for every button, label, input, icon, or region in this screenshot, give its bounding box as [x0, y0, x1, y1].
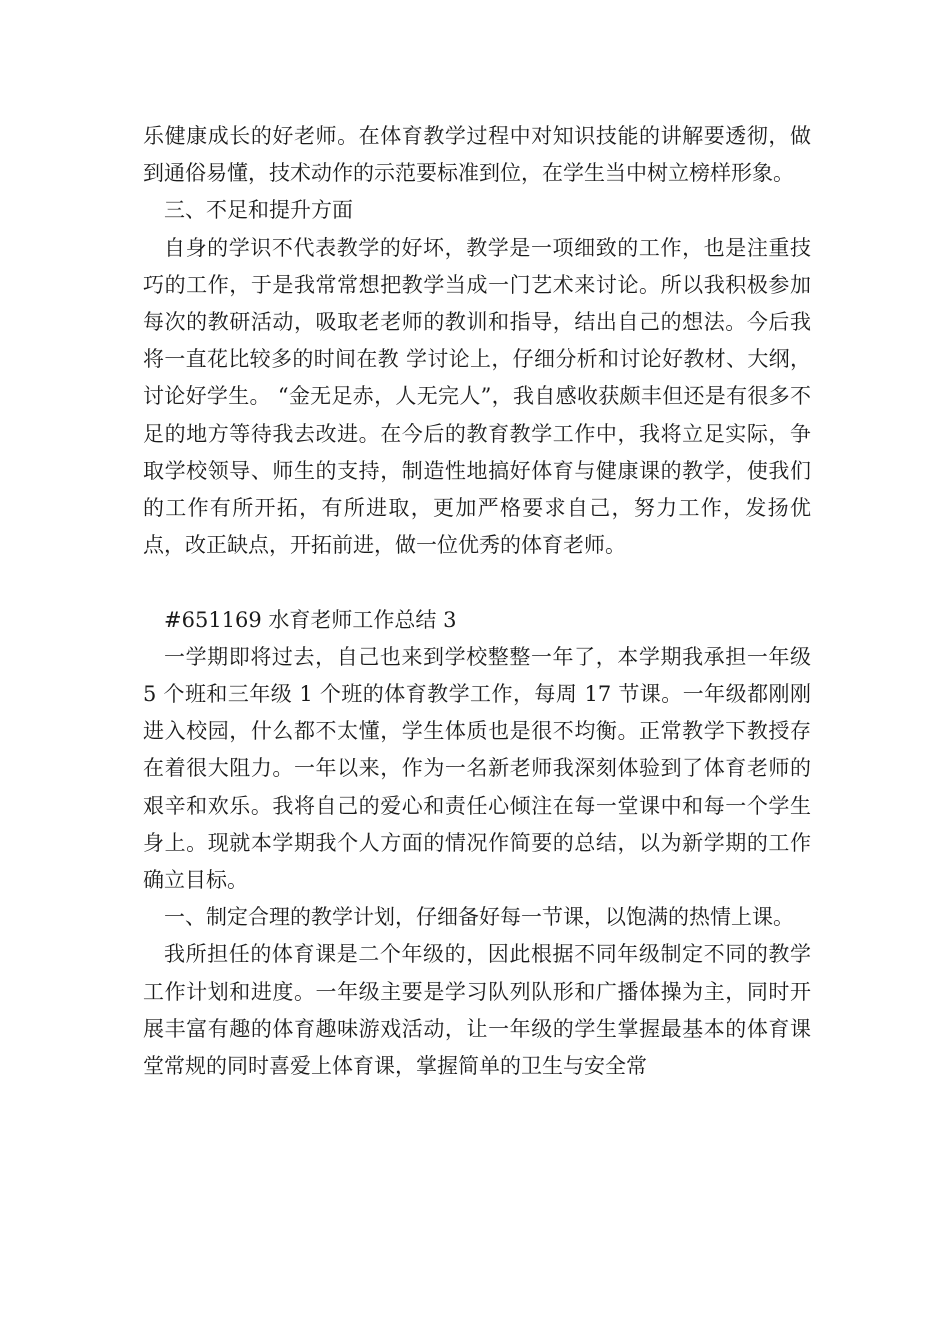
paragraph-plan: 我所担任的体育课是二个年级的，因此根据不同年级制定不同的教学工作计划和进度。一年级主要是学习队列队形和广播体操为主，同时开展丰富有趣的体育趣味游戏活动，让一年级的学生掌握最基本的体育课堂常规的同时喜爱上体育课，掌握简单的卫生与安全常 — [143, 942, 811, 1079]
document-title-summary-3: #651169 水育老师工作总结 3 — [164, 607, 457, 632]
section-heading-plan: 一、制定合理的教学计划，仔细备好每一节课，以饱满的热情上课。 — [164, 905, 794, 930]
paragraph-shortcomings: 自身的学识不代表教学的好坏，教学是一项细致的工作，也是注重技巧的工作，于是我常常想把教学当成一门艺术来讨论。所以我积极参加每次的教研活动，吸取老老师的教训和指导，结出自己的想法。今后我将一直花比较多的时间在教 学讨论上，仔细分析和讨论好教材、大纲，讨论好学生。 “金无足赤，人无完人”，我自感收获颇丰但还是有很多不足的地方等待我去改进。在今后的教育教学工作中，我将立足实际，争取学校领导、师生的支持，制造性地搞好体育与健康课的教学，使我们的工作有所开拓，有所进取，更加严格要求自己，努力工作，发扬优点，改正缺点，开拓前进，做一位优秀的体育老师。 — [143, 235, 811, 558]
paragraph-continuation: 乐健康成长的好老师。在体育教学过程中对知识技能的讲解要透彻，做到通俗易懂，技术动作的示范要标准到位，在学生当中树立榜样形象。 — [143, 124, 811, 186]
section-heading-shortcomings: 三、不足和提升方面 — [164, 198, 353, 223]
blank-line — [143, 564, 811, 601]
document-body — [143, 118, 811, 1085]
paragraph-intro: 一学期即将过去，自己也来到学校整整一年了，本学期我承担一年级 5 个班和三年级 1 个班的体育教学工作，每周 17 节课。一年级都刚刚进入校园，什么都不太懂，学生体质也是很不均衡。正常教学下教授存在着很大阻力。一年以来，作为一名新老师我深刻体验到了体育老师的艰辛和欢乐。我将自己的爱心和责任心倾注在每一堂课中和每一个学生身上。现就本学期我个人方面的情况作简要的总结，以为新学期的工作确立目标。 — [143, 644, 811, 893]
